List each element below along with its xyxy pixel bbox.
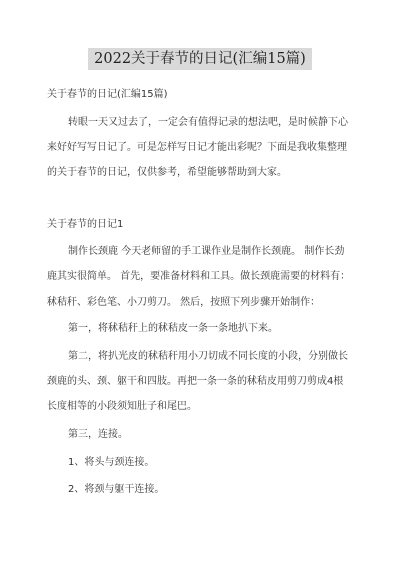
- body-line: 第一，将秫秸秆上的秫秸皮一条一条地扒下来。: [68, 323, 278, 334]
- body-line: 制作长颈鹿 今天老师留的手工课作业是制作长颈鹿。 制作长劲: [68, 246, 345, 257]
- body-line: 鹿其实很简单。 首先，要准备材料和工具。做长颈鹿需要的材料有：: [47, 271, 351, 282]
- document-title: 2022关于春节的日记(汇编15篇): [94, 51, 306, 67]
- body-line: 第三，连接。: [68, 429, 128, 440]
- intro-line: 转眼一天又过去了，一定会有值得记录的想法吧，是时候静下心: [68, 117, 348, 128]
- intro-line: 来好好写写日记了。可是怎样写日记才能出彩呢？下面是我收集整理: [47, 142, 347, 153]
- intro-line: 的关于春节的日记，仅供参考，希望能够帮助到大家。: [47, 167, 287, 178]
- document-subtitle: 关于春节的日记(汇编15篇): [47, 89, 168, 100]
- body-line: 秫秸秆、彩色笔、小刀剪刀。 然后，按照下列步骤开始制作：: [47, 297, 321, 308]
- body-line: 第二，将扒光皮的秫秸秆用小刀切成不同长度的小段，分别做长: [68, 351, 348, 362]
- body-line: 1、将头与颈连接。: [68, 457, 155, 468]
- body-line: 2、将颈与躯干连接。: [68, 484, 165, 495]
- body-line: 颈鹿的头、颈、躯干和四肢。再把一条一条的秫秸皮用剪刀剪成4根: [47, 376, 344, 387]
- body-line: 长度相等的小段须知肚子和尾巴。: [47, 401, 197, 412]
- section-heading: 关于春节的日记1: [47, 219, 124, 230]
